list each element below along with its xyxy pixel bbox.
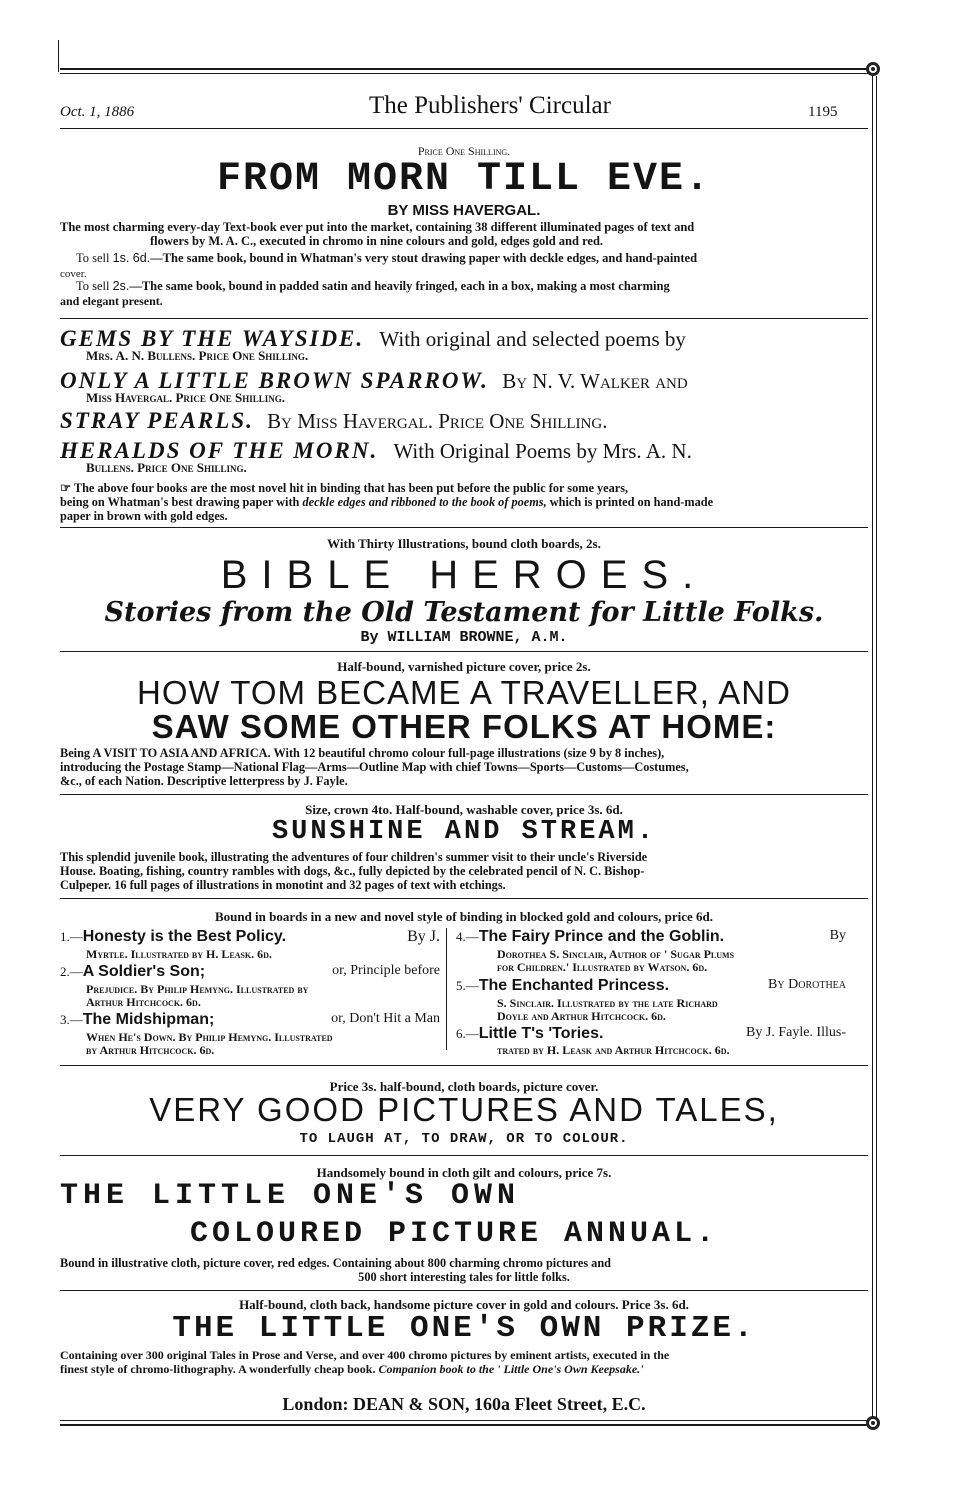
ad6-item-2 <box>60 963 440 981</box>
ad1-price-1-line <box>76 251 866 266</box>
ad6-item-5-num: 5.— <box>456 978 479 993</box>
corner-ornament-bottom <box>866 1416 880 1430</box>
ad6-item-4-title: The Fairy Prince and the Goblin. <box>478 928 725 945</box>
ad1-title: FROM MORN TILL EVE. <box>216 157 712 202</box>
footer-imprint: London: DEAN & SON, 160a Fleet Street, E.C. <box>282 1394 646 1414</box>
ad1-rule <box>60 318 868 319</box>
ad8-desc-1: Bound in illustrative cloth, picture cover, red edges. Containing about 800 charming chromo pictures and <box>60 1256 611 1270</box>
ad6-item-1-num: 1.— <box>60 929 83 944</box>
ad2-book-3 <box>60 408 868 434</box>
header-page-number: 1195 <box>808 104 838 120</box>
ad7-rule <box>60 1155 868 1156</box>
ad8-top: Handsomely bound in cloth gilt and colours, price 7s. <box>316 1165 612 1180</box>
ad2-note-3: paper in brown with gold edges. <box>60 509 228 523</box>
ad6-item-1-title: Honesty is the Best Policy. <box>82 928 287 945</box>
footer-rule-thick <box>60 1424 868 1426</box>
footer-rule-thin <box>60 1420 868 1421</box>
ad2-book-2-line2: Miss Havergal. Price One Shilling. <box>86 390 286 405</box>
ad5-title: SUNSHINE AND STREAM. <box>271 817 657 847</box>
ad6-item-4 <box>456 928 846 946</box>
ad6-item-5-l3: Doyle and Arthur Hitchcock. 6d. <box>497 1009 666 1023</box>
header-date: Oct. 1, 1886 <box>60 104 135 120</box>
ad6-item-6-num: 6.— <box>456 1026 479 1041</box>
ad9-top: Half-bound, cloth back, handsome picture cover in gold and colours. Price 3s. 6d. <box>239 1297 689 1312</box>
ad6-item-6-l2: trated by H. Leask and Arthur Hitchcock. 6d. <box>497 1043 730 1057</box>
ad6-item-3-num: 3.— <box>60 1012 83 1027</box>
ad4-rule <box>60 794 868 795</box>
ad5-desc-2: House. Boating, fishing, country rambles with dogs, &c., fully depicted by the celebrated pencil of N. C. Bishop- <box>60 864 645 878</box>
ad1-price-2-line <box>76 279 866 294</box>
top-rule-thick <box>60 68 868 70</box>
ad9-desc-2-i: Companion book to the ' Little One's Own Keepsake.' <box>378 1362 644 1376</box>
ad2-note-2-i: deckle edges and ribboned to the book of poems, <box>302 495 547 509</box>
ad3-rule <box>60 651 868 652</box>
ad6-item-4-l3: for Children.' Illustrated by Watson. 6d. <box>497 960 708 974</box>
ad7-title: VERY GOOD PICTURES AND TALES, <box>149 1091 779 1128</box>
ad1-byline: BY MISS HAVERGAL. <box>387 202 541 219</box>
ad2-note-2 <box>60 495 868 510</box>
ad2-book-4-line2: Bullens. Price One Shilling. <box>86 460 247 475</box>
ad8-title-2: COLOURED PICTURE ANNUAL. <box>190 1217 719 1251</box>
ad6-item-3-l3: by Arthur Hitchcock. 6d. <box>86 1043 215 1057</box>
ad1-desc-2: flowers by M. A. C., executed in chromo in nine colours and gold, edges gold and red. <box>150 234 604 248</box>
ad2-note-1 <box>60 481 868 496</box>
ad6-item-5-after: By Dorothea <box>768 977 846 992</box>
ad5-top: Size, crown 4to. Half-bound, washable cover, price 3s. 6d. <box>305 802 623 817</box>
ad1-price-2-text: —The same book, bound in padded satin and heavily fringed, each in a box, making a most charming <box>129 279 670 293</box>
header-rule <box>60 128 868 129</box>
pointing-hand-icon: ☞ <box>60 481 72 495</box>
ad1-price-1-prefix: To sell <box>76 251 110 265</box>
ad5-desc-1: This splendid juvenile book, illustrating the adventures of four children's summer visit to their uncle's Riverside <box>60 850 648 864</box>
ad1-desc-1: The most charming every-day Text-book ever put into the market, containing 38 different illuminated pages of text and <box>60 220 695 234</box>
ad6-item-1 <box>60 928 440 946</box>
ad6-item-6-after: By J. Fayle. Illus- <box>746 1025 846 1040</box>
ad2-note-2-a: being on Whatman's best drawing paper with <box>60 495 300 509</box>
ad4-desc-1: Being A VISIT TO ASIA AND AFRICA. With 12 beautiful chromo colour full-page illustrations (size 9 by 8 inches), <box>60 746 665 760</box>
ad1-price-1-amount: 1s. 6d. <box>112 251 151 265</box>
ad8-rule <box>60 1290 868 1291</box>
ad3-title: BIBLE HEROES. <box>220 553 708 597</box>
ad2-note-2-b: which is printed on hand-made <box>549 495 714 509</box>
ad9-title: THE LITTLE ONE'S OWN PRIZE. <box>172 1311 756 1346</box>
ad6-item-3 <box>60 1011 440 1029</box>
right-border <box>872 76 873 1426</box>
ad5-desc-3: Culpeper. 16 full pages of illustrations in monotint and 32 pages of text with etchings. <box>60 878 506 892</box>
ad6-item-4-num: 4.— <box>456 929 479 944</box>
ad6-item-6 <box>456 1025 846 1043</box>
ad1-price: Price One Shilling. <box>417 144 511 158</box>
ad1-price-1-text: —The same book, bound in Whatman's very stout drawing paper with deckle edges, and hand-painted <box>150 251 698 265</box>
ad2-book-1-text: With original and selected poems by <box>379 327 686 351</box>
ad4-desc-3: &c., of each Nation. Descriptive letterpress by J. Fayle. <box>60 774 348 788</box>
ad9-desc-2 <box>60 1362 868 1377</box>
ad1-price-2-prefix: To sell <box>76 279 110 293</box>
ad6-item-2-num: 2.— <box>60 964 83 979</box>
ad2-book-2-text: By N. V. Walker and <box>502 369 688 393</box>
ad4-desc-2: introducing the Postage Stamp—National Flag—Arms—Outline Map with chief Towns—Sports—Customs—Costumes, <box>60 760 689 774</box>
ad6-item-2-title: A Soldier's Son; <box>82 963 206 980</box>
header-title: The Publishers' Circular <box>369 92 611 119</box>
ad6-item-2-after: or, Principle before <box>332 963 440 978</box>
ad2-book-4-title: HERALDS OF THE MORN. <box>60 438 379 463</box>
ad5-rule <box>60 898 868 899</box>
ad8-title-1: THE LITTLE ONE'S OWN <box>60 1179 521 1213</box>
ad6-item-3-title: The Midshipman; <box>82 1011 215 1028</box>
ad6-item-6-title: Little T's 'Tories. <box>478 1025 604 1042</box>
ad3-subtitle: Stories from the Old Testament for Little Folks. <box>104 597 824 628</box>
ad6-item-1-l2: Myrtle. Illustrated by H. Leask. 6d. <box>86 947 272 961</box>
ad6-item-2-l3: Arthur Hitchcock. 6d. <box>86 995 201 1009</box>
ad6-item-4-after: By <box>829 928 846 943</box>
ad6-item-1-after: By J. <box>407 928 440 945</box>
ad6-item-4-l2: Dorothea S. Sinclair, Author of ' Sugar Plums <box>497 947 735 961</box>
ad1-price-1-end: cover. <box>60 268 87 280</box>
ad6-item-5-title: The Enchanted Princess. <box>478 977 670 994</box>
ad2-book-4-text: With Original Poems by Mrs. A. N. <box>393 439 692 463</box>
ad4-title-2: SAW SOME OTHER FOLKS AT HOME: <box>151 708 777 745</box>
ad2-book-3-text: By Miss Havergal. Price One Shilling. <box>267 409 608 433</box>
ad2-book-3-title: STRAY PEARLS. <box>60 408 254 433</box>
ad6-column-divider <box>446 928 447 1050</box>
ad8-desc-2: 500 short interesting tales for little folks. <box>358 1270 570 1284</box>
right-border-2 <box>876 76 877 1426</box>
ad4-top: Half-bound, varnished picture cover, price 2s. <box>337 659 591 674</box>
ad7-subtitle: TO LAUGH AT, TO DRAW, OR TO COLOUR. <box>299 1131 629 1147</box>
ad1-price-2-amount: 2s. <box>112 279 130 293</box>
ad3-byline: By WILLIAM BROWNE, A.M. <box>360 629 568 646</box>
ad2-book-1-line2: Mrs. A. N. Bullens. Price One Shilling. <box>86 348 309 363</box>
ad6-item-3-l2: When He's Down. By Philip Hemyng. Illustrated <box>86 1030 333 1044</box>
ad1-price-2-end: and elegant present. <box>60 294 163 308</box>
top-rule-thin <box>60 73 868 74</box>
ad6-top: Bound in boards in a new and novel style of binding in blocked gold and colours, price 6d. <box>214 909 714 924</box>
ad2-note-1-text: The above four books are the most novel hit in binding that has been put before the public for some years, <box>73 481 629 495</box>
ad6-item-5 <box>456 977 846 995</box>
ad6-item-5-l2: S. Sinclair. Illustrated by the late Richard <box>497 996 718 1010</box>
ad4-title-1: HOW TOM BECAME A TRAVELLER, AND <box>137 674 791 711</box>
corner-ornament-top <box>866 62 880 76</box>
ad9-desc-2-a: finest style of chromo-lithography. A wonderfully cheap book. <box>60 1362 376 1376</box>
ad9-desc-1: Containing over 300 original Tales in Prose and Verse, and over 400 chromo pictures by eminent artists, executed in the <box>60 1348 670 1362</box>
left-border <box>58 40 59 72</box>
ad6-item-3-after: or, Don't Hit a Man <box>331 1011 440 1026</box>
ad3-top: With Thirty Illustrations, bound cloth boards, 2s. <box>327 536 601 551</box>
ad2-book-1-title: GEMS BY THE WAYSIDE. <box>60 326 365 351</box>
ad2-rule <box>60 527 868 528</box>
ad6-rule <box>60 1065 868 1066</box>
ad2-book-2-title: ONLY A LITTLE BROWN SPARROW. <box>60 368 489 393</box>
ad7-top: Price 3s. half-bound, cloth boards, picture cover. <box>329 1079 599 1094</box>
ad6-item-2-l2: Prejudice. By Philip Hemyng. Illustrated by <box>86 982 309 996</box>
